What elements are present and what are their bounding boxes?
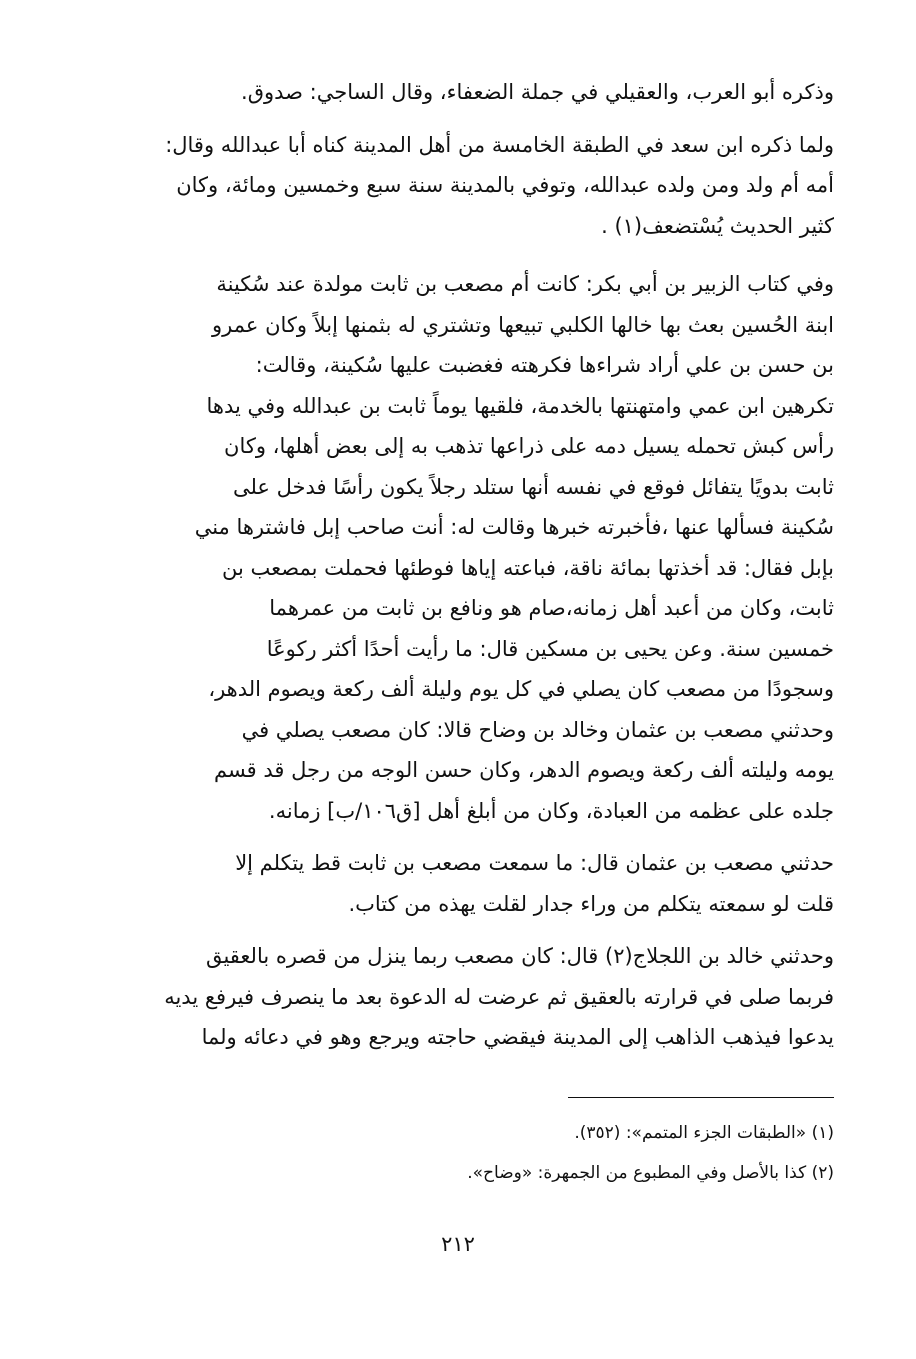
text-line: ولما ذكره ابن سعد في الطبقة الخامسة من أهل المدينة كناه أبا عبدالله وقال: [165, 132, 834, 157]
text-line: كثير الحديث يُسْتضعف(١) . [601, 213, 834, 238]
text-line: فربما صلى في قرارته بالعقيق ثم عرضت له الدعوة بعد ما ينصرف فيرفع يديه [164, 984, 834, 1009]
text-line: سُكينة فسألها عنها ،فأخبرته خبرها وقالت له: أنت صاحب إبل فاشترها مني [194, 515, 834, 539]
footnotes [84, 1113, 834, 1193]
text-line: حدثني مصعب بن عثمان قال: ما سمعت مصعب بن ثابت قط يتكلم إلا [235, 851, 834, 875]
text-line: ثابت، وكان من أعبد أهل زمانه،صام هو ونافع بن ثابت من عمرهما [269, 596, 834, 620]
text-line: وفي كتاب الزبير بن أبي بكر: كانت أم مصعب بن ثابت مولدة عند سُكينة [216, 272, 834, 296]
page-number: ٢١٢ [441, 1232, 475, 1256]
text-line: بن حسن بن علي أراد شراءها فكرهته فغضبت عليها سُكينة، وقالت: [255, 353, 834, 377]
text-line: جلده على عظمه من العبادة، وكان من أبلغ أهل [ق١٠٦/ب] زمانه. [268, 798, 834, 823]
text-line: بإبل فقال: قد أخذتها بمائة ناقة، فباعته إياها فوطئها فحملت بمصعب بن [222, 555, 834, 580]
text-line: وسجودًا من مصعب كان يصلي في كل يوم وليلة ألف ركعة ويصوم الدهر، [208, 677, 834, 701]
footnote: (٢) كذا بالأصل وفي المطبوع من الجمهرة: «وضاح». [467, 1163, 834, 1183]
text-line: وحدثني خالد بن اللجلاج(٢) قال: كان مصعب ربما ينزل من قصره بالعقيق [205, 944, 834, 968]
text-line: يومه وليلته ألف ركعة ويصوم الدهر، وكان حسن الوجه من رجل قد قسم [213, 758, 834, 782]
text-line: ثابت بدويًا يتفائل فوقع في نفسه أنها ستلد رجلاً يكون رأسًا فدخل على [232, 474, 834, 499]
text-line: ابنة الحُسين بعث بها خالها الكلبي تبيعها وتشتري له بثمنها إبلاً وكان عمرو [212, 312, 834, 337]
text-line: أمه أم ولد ومن ولده عبدالله، وتوفي بالمدينة سنة سبع وخمسين ومائة، وكان [176, 173, 834, 197]
text-line: يدعوا فيذهب الذاهب إلى المدينة فيقضي حاجته ويرجع وهو في دعائه ولما [201, 1025, 834, 1049]
text-line: رأس كبش تحمله يسيل دمه على ذراعها تذهب به إلى بعض أهلها، وكان [224, 434, 834, 458]
footnote-separator [568, 1097, 834, 1098]
text-line: وذكره أبو العرب، والعقيلي في جملة الضعفاء، وقال الساجي: صدوق. [241, 80, 834, 104]
text-line: تكرهين ابن عمي وامتهنتها بالخدمة، فلقيها يوماً ثابت بن عبدالله وفي يدها [206, 393, 834, 418]
footnote: (١) «الطبقات الجزء المتمم»: (٣٥٢). [574, 1123, 834, 1143]
main-text [84, 72, 834, 1058]
text-line: قلت لو سمعته يتكلم من وراء جدار لقلت يهذه من كتاب. [348, 891, 834, 916]
text-line: خمسين سنة. وعن يحيى بن مسكين قال: ما رأيت أحدًا أكثر ركوعًا [266, 636, 834, 661]
text-line: وحدثني مصعب بن عثمان وخالد بن وضاح قالا: كان مصعب يصلي في [241, 717, 834, 742]
